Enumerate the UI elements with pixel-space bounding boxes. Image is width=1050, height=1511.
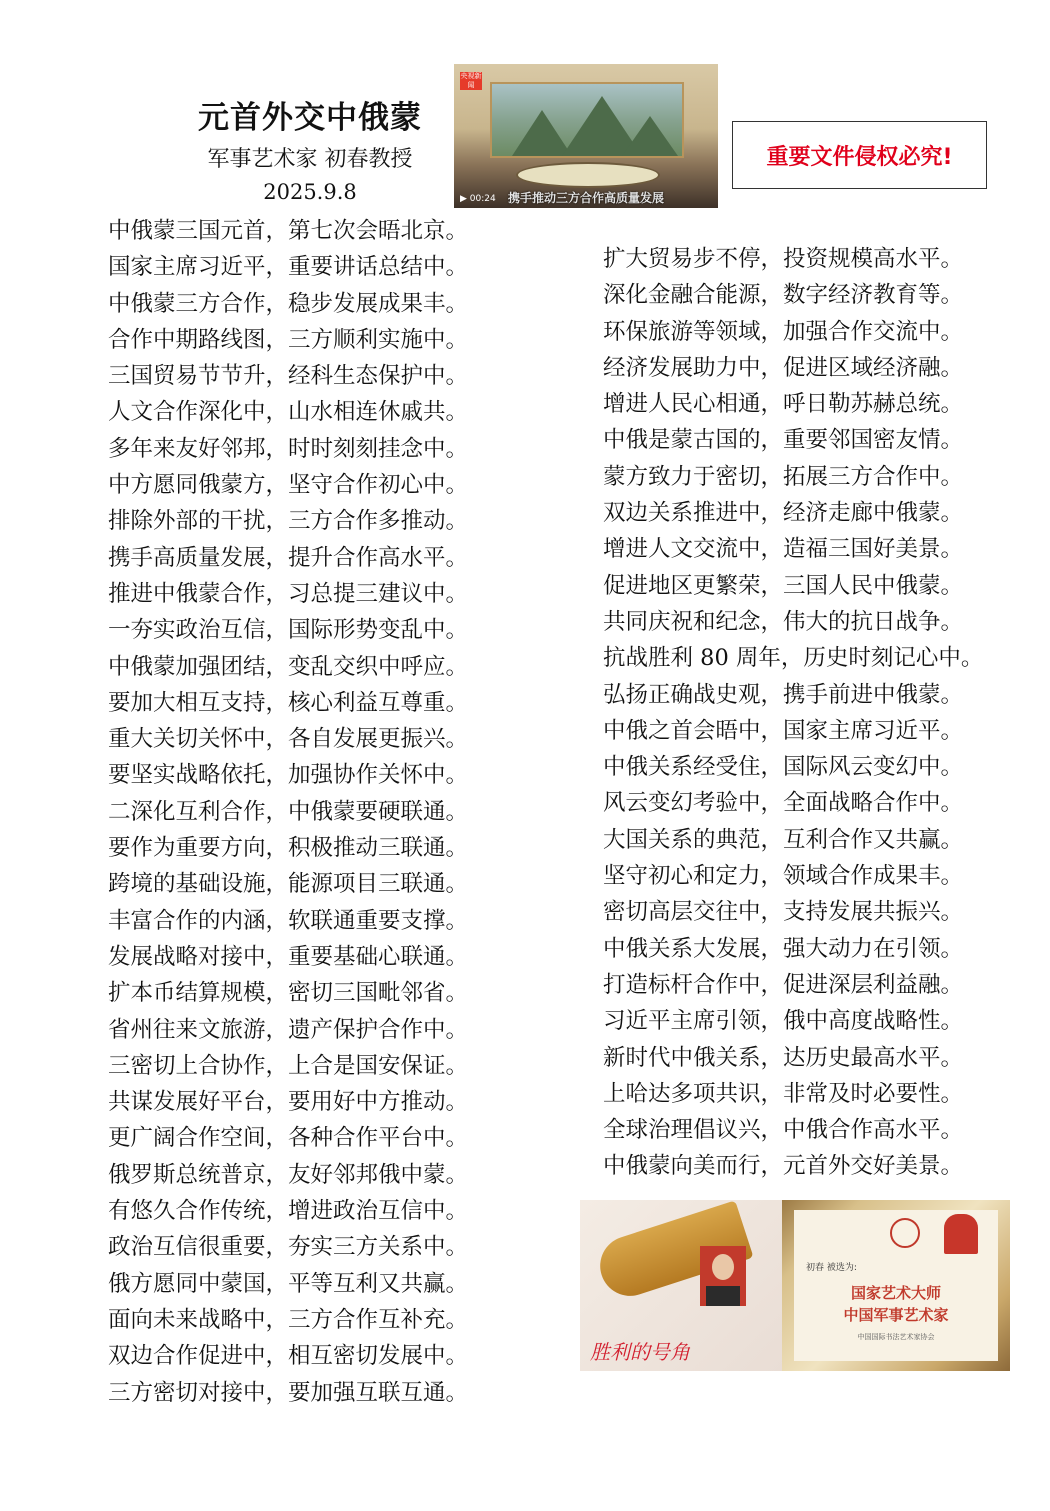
- poem-line: 要坚实战略依托，加强协作关怀中。: [108, 762, 469, 789]
- poem-line: 面向未来战略中，三方合作互补充。: [108, 1306, 469, 1333]
- video-thumbnail[interactable]: [454, 64, 718, 208]
- video-time: 00:24: [469, 194, 496, 204]
- poem-line: 一夯实政治互信，国际形势变乱中。: [108, 617, 469, 644]
- play-icon[interactable]: ▶ 00:24: [460, 194, 496, 204]
- poem-line: 扩本币结算规模，密切三国毗邻省。: [108, 980, 469, 1007]
- poem-line: 俄方愿同中蒙国，平等互利又共赢。: [108, 1270, 469, 1297]
- poem-line: 共同庆祝和纪念，伟大的抗日战争。: [603, 608, 964, 635]
- poem-line: 政治互信很重要，夯实三方关系中。: [108, 1234, 469, 1261]
- poem-line: 中俄关系大发展，强大动力在引领。: [603, 935, 964, 962]
- landscape-mural: [490, 82, 684, 158]
- poem-line: 有悠久合作传统，增进政治互信中。: [108, 1198, 469, 1225]
- poem-line: 大国关系的典范，互利合作又共赢。: [603, 826, 964, 853]
- poem-line: 三国贸易节节升，经科生态保护中。: [108, 363, 469, 390]
- author-line: 军事艺术家 初春教授: [207, 147, 413, 172]
- poem-line: 上哈达多项共识，非常及时必要性。: [603, 1080, 964, 1107]
- poem-line: 丰富合作的内涵，软联通重要支撑。: [108, 907, 469, 934]
- poem-line: 中俄蒙向美而行，元首外交好美景。: [603, 1153, 964, 1180]
- poem-line: 深化金融合能源，数字经济教育等。: [603, 282, 964, 309]
- poem-line: 双边关系推进中，经济走廊中俄蒙。: [603, 500, 964, 527]
- poem-line: 多年来友好邻邦，时时刻刻挂念中。: [108, 435, 469, 462]
- poem-line: 中俄是蒙古国的，重要邻国密友情。: [603, 427, 964, 454]
- video-caption: 携手推动三方合作高质量发展: [507, 191, 664, 205]
- poem-line: 习近平主席引领，俄中高度战略性。: [603, 1008, 964, 1035]
- certificate-title-1: 国家艺术大师: [850, 1284, 941, 1302]
- page-title: 元首外交中俄蒙: [198, 100, 422, 136]
- poem-line: 人文合作深化中，山水相连休戚共。: [108, 399, 469, 426]
- poem-line: 国家主席习近平，重要讲话总结中。: [108, 254, 469, 281]
- poem-line: 推进中俄蒙合作，习总提三建议中。: [108, 580, 469, 607]
- poem-line: 重大关切关怀中，各自发展更振兴。: [108, 726, 469, 753]
- person-photo: [944, 1214, 978, 1254]
- news-logo-icon: 央视新闻: [460, 72, 482, 89]
- poem-line: 中俄蒙三国元首，第七次会晤北京。: [108, 218, 469, 244]
- seal-icon: [890, 1218, 920, 1248]
- poem-line: 携手高质量发展，提升合作高水平。: [108, 544, 469, 571]
- poem-line: 更广阔合作空间，各种合作平台中。: [108, 1125, 469, 1152]
- poem-line: 要作为重要方向，积极推动三联通。: [108, 835, 469, 862]
- poem-line: 中俄之首会晤中，国家主席习近平。: [603, 717, 964, 744]
- poem-line: 弘扬正确战史观，携手前进中俄蒙。: [603, 681, 964, 708]
- poem-line: 合作中期路线图，三方顺利实施中。: [108, 326, 469, 353]
- poem-line: 打造标杆合作中，促进深层利益融。: [603, 971, 964, 998]
- poem-line: 抗战胜利 80 周年，历史时刻记心中。: [603, 645, 984, 672]
- poem-line: 环保旅游等领域，加强合作交流中。: [603, 318, 964, 345]
- certificate-title-2: 中国军事艺术家: [843, 1306, 949, 1324]
- poem-line: 中俄关系经受住，国际风云变幻中。: [603, 754, 964, 781]
- poem-line: 排除外部的干扰，三方合作多推动。: [108, 508, 469, 535]
- poem-line: 促进地区更繁荣，三国人民中俄蒙。: [603, 572, 964, 599]
- poem-column-right: [603, 241, 983, 1185]
- trophy-photo: [580, 1200, 782, 1371]
- poem-line: 全球治理倡议兴，中俄合作高水平。: [603, 1117, 964, 1144]
- poem-line: 共谋发展好平台，要用好中方推动。: [108, 1089, 469, 1116]
- poem-line: 双边合作促进中，相互密切发展中。: [108, 1343, 469, 1370]
- poem-line: 跨境的基础设施，能源项目三联通。: [108, 871, 469, 898]
- certificate-photo: [782, 1200, 1010, 1371]
- poem-line: 俄罗斯总统普京，友好邻邦俄中蒙。: [108, 1161, 469, 1188]
- poem-line: 风云变幻考验中，全面战略合作中。: [603, 790, 964, 817]
- poem-column-left: [108, 213, 468, 1411]
- portrait-photo: [700, 1246, 746, 1306]
- poem-line: 蒙方致力于密切，拓展三方合作中。: [603, 463, 964, 490]
- poem-line: 新时代中俄关系，达历史最高水平。: [603, 1044, 964, 1071]
- date-line: 2025.9.8: [263, 180, 357, 204]
- poem-line: 坚守初心和定力，领域合作成果丰。: [603, 863, 964, 890]
- poem-line: 省州往来文旅游，遗产保护合作中。: [108, 1016, 469, 1043]
- certificate-label: 初春 被选为:: [806, 1263, 857, 1273]
- trophy-inscription: 胜利的号角: [590, 1340, 690, 1364]
- poem-line: 中方愿同俄蒙方，坚守合作初心中。: [108, 472, 469, 499]
- poem-line: 经济发展助力中，促进区域经济融。: [603, 354, 964, 381]
- meeting-table: [516, 162, 660, 188]
- copyright-notice: 重要文件侵权必究!: [732, 121, 987, 189]
- certificate-org: 中国国际书法艺术家协会: [857, 1333, 935, 1341]
- poem-line: 要加大相互支持，核心利益互尊重。: [108, 689, 469, 716]
- poem-line: 扩大贸易步不停，投资规模高水平。: [603, 246, 964, 272]
- poem-line: 增进人民心相通，呼日勒苏赫总统。: [603, 391, 964, 418]
- poem-line: 发展战略对接中，重要基础心联通。: [108, 943, 469, 970]
- poem-line: 三密切上合协作，上合是国安保证。: [108, 1052, 469, 1079]
- poem-line: 中俄蒙三方合作，稳步发展成果丰。: [108, 290, 469, 317]
- poem-line: 二深化互利合作，中俄蒙要硬联通。: [108, 798, 469, 825]
- poem-line: 三方密切对接中，要加强互联互通。: [108, 1379, 469, 1406]
- poem-line: 增进人文交流中，造福三国好美景。: [603, 536, 964, 563]
- poem-line: 中俄蒙加强团结，变乱交织中呼应。: [108, 653, 469, 680]
- poem-line: 密切高层交往中，支持发展共振兴。: [603, 899, 964, 926]
